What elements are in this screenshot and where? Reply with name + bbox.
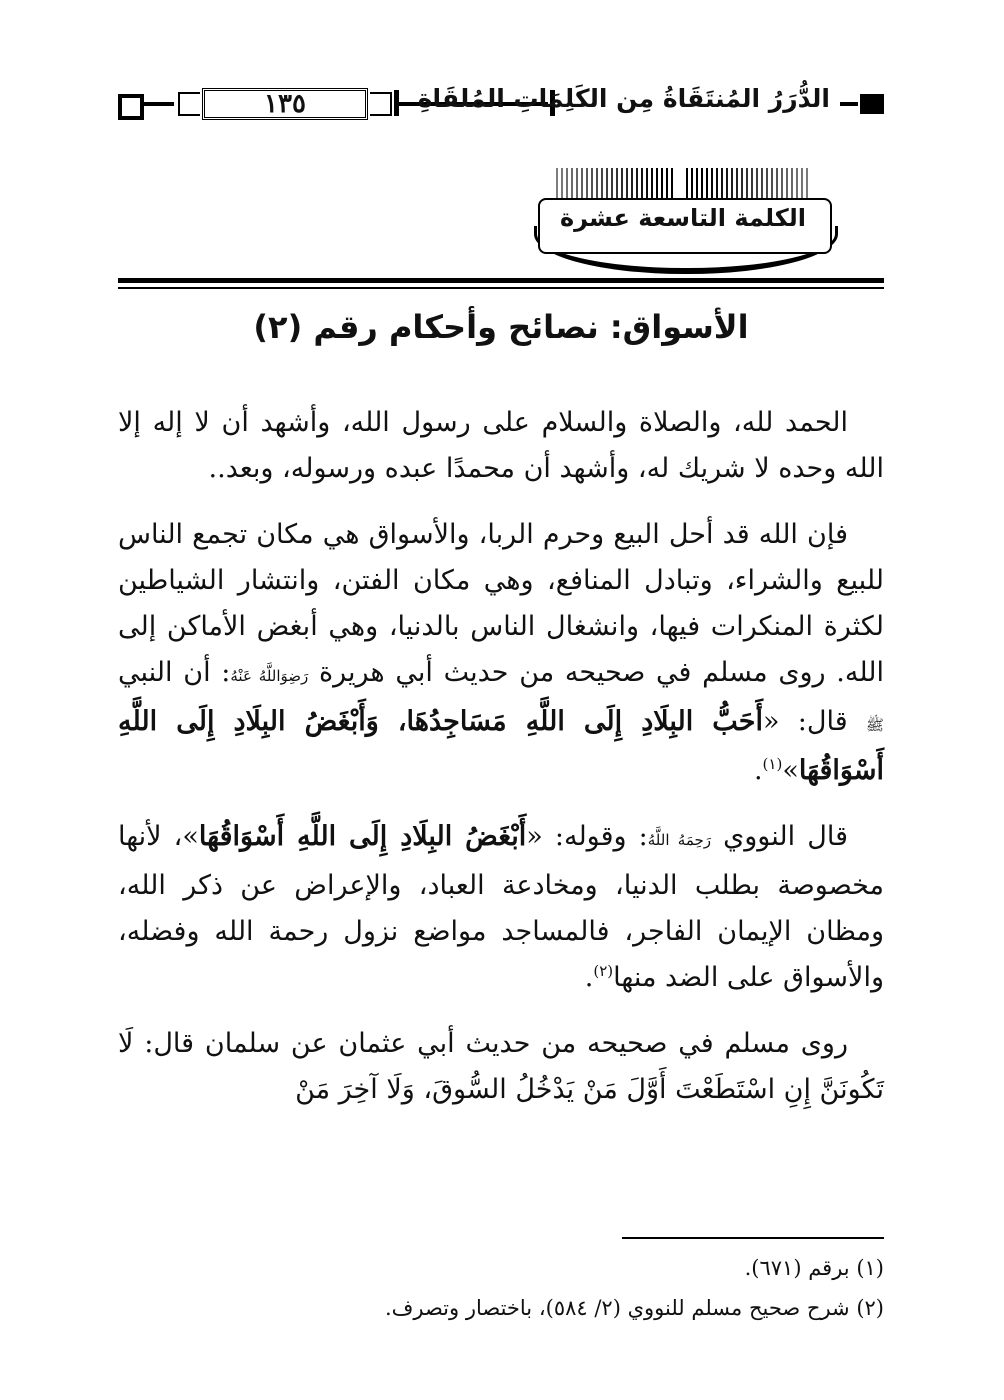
chapter-rule-thin xyxy=(118,287,884,289)
paragraph-text: قال: « xyxy=(763,706,866,737)
header-square-ornament xyxy=(118,94,144,120)
paragraph-text: قال النووي xyxy=(711,821,848,852)
footnote-1: (١) برقم (٦٧١). xyxy=(744,1256,884,1280)
book-title: الدُّرَرُ المُنتَقَاةُ مِن الكَلِمَاتِ المُلقَاةِ xyxy=(417,84,830,113)
frame-ornament-left xyxy=(178,92,200,116)
chapter-rule-thick xyxy=(118,278,884,283)
paragraph-end: . xyxy=(584,962,594,993)
footnote-rule xyxy=(622,1237,884,1239)
header-rule xyxy=(840,102,858,106)
paragraph-markets xyxy=(118,512,884,794)
title-main: نصائح وأحكام رقم (٢) xyxy=(253,308,599,346)
title-prefix: الأسواق: xyxy=(609,308,749,346)
paragraph-text: : أن النبي xyxy=(118,657,231,688)
hadith-quote: أَبْغَضُ البِلَادِ إِلَى اللَّهِ أَسْوَاقُهَا xyxy=(198,821,527,852)
footnotes xyxy=(118,1248,884,1328)
paragraph-text: : وقوله: « xyxy=(526,821,648,852)
paragraph-end: . xyxy=(753,755,763,786)
frame-ornament-right xyxy=(370,92,392,116)
paragraph-intro: الحمد لله، والصلاة والسلام على رسول الله، وأشهد أن لا إله إلا الله وحده لا شريك له، وأشهد أن محمدًا عبده ورسوله، وبعد.. xyxy=(118,407,884,484)
chapter-label: الكلمة التاسعة عشرة xyxy=(559,204,806,232)
honorific: رَحِمَهُ اللَّهُ xyxy=(647,831,712,849)
paragraph-nawawi xyxy=(118,814,884,1001)
footnote-ref[interactable]: (٢) xyxy=(593,962,614,980)
page-number: ١٣٥ xyxy=(264,89,306,119)
body-text xyxy=(118,400,884,1133)
hadith-text: أَحَبُّ البِلَادِ إِلَى اللَّهِ مَسَاجِدُهَا، وَأَبْغَضُ البِلَادِ إِلَى اللَّهِ أَسْوَاقُهَا xyxy=(118,706,884,786)
header-rule xyxy=(144,102,174,106)
paragraph-salman: روى مسلم في صحيحه من حديث أبي عثمان عن سلمان قال: لَا تَكُونَنَّ إِنِ اسْتَطَعْتَ أَوَّلَ مَنْ يَدْخُلُ السُّوقَ، وَلَا آخِرَ مَنْ xyxy=(118,1028,884,1105)
paragraph-text: »، لأنها مخصوصة بطلب الدنيا، ومخادعة العباد، والإعراض عن ذكر الله، ومظان الإيمان الفاجر، فالمساجد مواضع نزول رحمة الله وفضله، والأسواق على الضد منها xyxy=(118,821,884,993)
footnote-2: (٢) شرح صحيح مسلم للنووي (٢/ ٥٨٤)، باختصار وتصرف. xyxy=(384,1296,884,1320)
quote-close: » xyxy=(782,755,799,786)
chapter-badge xyxy=(538,168,828,278)
header-bar-ornament xyxy=(860,94,884,114)
page-title xyxy=(118,300,884,354)
honorific: ﷺ xyxy=(865,716,884,734)
running-header xyxy=(118,86,884,126)
honorific: رَضِوَاللَّهُ عَنْهُ xyxy=(230,667,309,685)
footnote-ref[interactable]: (١) xyxy=(762,755,783,773)
paragraph-text: فإن الله قد أحل البيع وحرم الربا، والأسواق هي مكان تجمع الناس للبيع والشراء، وتبادل المنافع، وهي مكان الفتن، وانتشار الشياطين لكثرة المنكرات فيها، وانشغال الناس بالدنيا، وهي أبغض الأماكن إلى الله. روى مسلم في صحيحه من حديث أبي هريرة xyxy=(118,519,884,688)
page-number-box xyxy=(178,86,392,124)
